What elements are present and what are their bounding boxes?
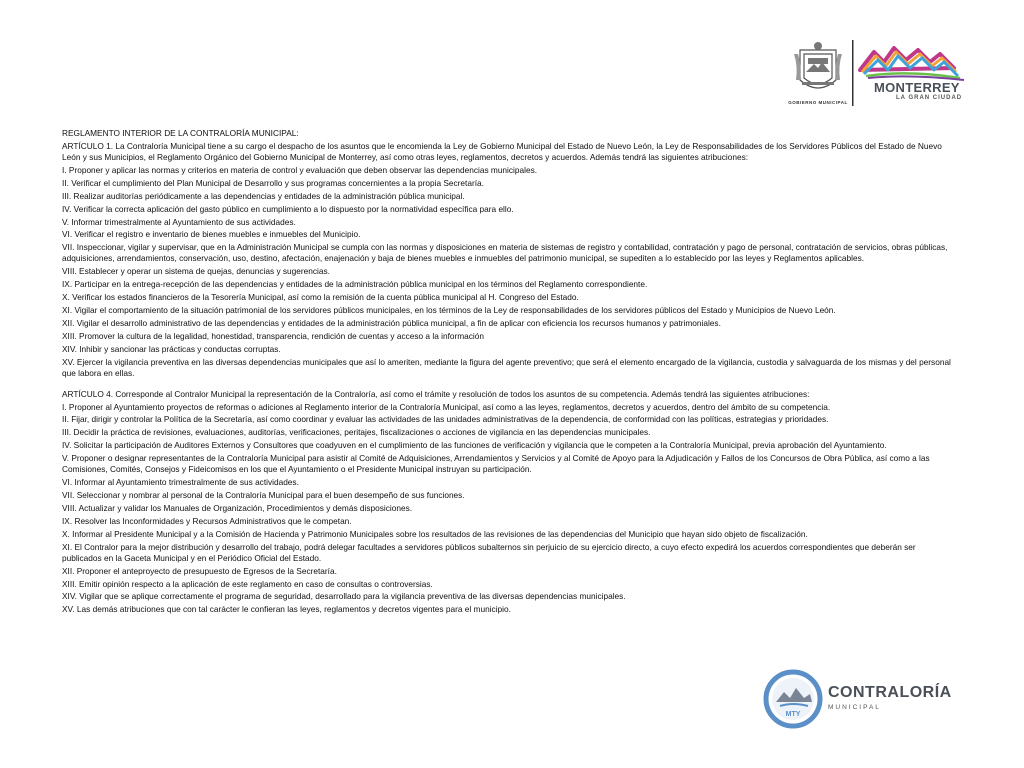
monterrey-brand-title: MONTERREY (874, 80, 960, 95)
article-4-item: XI. El Contralor para la mejor distribución y desarrollo del trabajo, podrá delegar facultades a servidores públicos subalternos sin perjuicio de su ejercicio directo, a cuyo efecto expedirá los acuerdos correspondientes que deberán ser publicados en la Gaceta Municipal y en el Periódico Oficial del Estado. (62, 541, 916, 563)
section-gap (62, 381, 952, 389)
article-4-item: V. Proponer o designar representantes de la Contraloría Municipal para asistir al Comité de Adquisiciones, Arrendamientos y Servicios y al Comité de Apoyo para la Adjudicación y Fallos de los Concursos de Obra Pública, así como a las Comisiones, Comités, Consejos y Fideicomisos en los que el Ayuntamiento o el Presidente Municipal instruyan su participación. (62, 453, 930, 475)
document-title: REGLAMENTO INTERIOR DE LA CONTRALORÍA MUNICIPAL: (62, 128, 299, 138)
article-1-item: III. Realizar auditorías periódicamente a las dependencias y entidades de la administración pública municipal. (62, 190, 465, 201)
article-1-item: X. Verificar los estados financieros de la Tesorería Municipal, así como la remisión de la cuenta pública municipal al H. Congreso del Estado. (62, 292, 579, 303)
article-1-item: VII. Inspeccionar, vigilar y supervisar, que en la Administración Municipal se cumpla con las normas y disposiciones en materia de sistemas de registro y contabilidad, contratación y pago de personal, contratación de servicios, obras públicas, adquisiciones, arrendamientos, conservación, uso, destino, afectación, enajenación y baja de bienes muebles e inmuebles del patrimonio municipal, se supediten a lo establecido por las leyes y Reglamentos aplicables. (62, 242, 948, 264)
header-logos (788, 36, 988, 110)
article-1-item: XIV. Inhibir y sancionar las prácticas y conductas corruptas. (62, 343, 281, 354)
article-4-item: IX. Resolver las Inconformidades y Recursos Administrativos que le competan. (62, 515, 352, 526)
article-4-item: III. Decidir la práctica de revisiones, evaluaciones, auditorías, verificaciones, peritajes, fiscalizaciones o acciones de vigilancia en las dependencias municipales. (62, 427, 651, 438)
article-1-item: IV. Verificar la correcta aplicación del gasto público en cumplimiento a lo dispuesto por la normatividad específica para ello. (62, 203, 514, 214)
article-1-item: V. Informar trimestralmente al Ayuntamiento de sus actividades. (62, 216, 296, 227)
article-4-item: XIV. Vigilar que se aplique correctamente el programa de seguridad, desarrollado para la vigilancia preventiva de las diversas dependencias municipales. (62, 591, 626, 602)
article-1-item: XIII. Promover la cultura de la legalidad, honestidad, transparencia, rendición de cuentas y acceso a la información (62, 330, 484, 341)
article-1-item: XV. Ejercer la vigilancia preventiva en las diversas dependencias municipales que así lo ameriten, mediante la figura del agente preventivo; que será el elemento encargado de la vigilancia, custodia y salvaguarda de los mismas y del personal que labora en ellas. (62, 356, 951, 378)
badge-text: MTY (785, 711, 801, 718)
article-4-item: VIII. Actualizar y validar los Manuales de Organización, Procedimientos y demás disposiciones. (62, 502, 413, 513)
article-4-item: IV. Solicitar la participación de Auditores Externos y Consultores que coadyuven en el cumplimiento de las funciones de verificación y vigilancia que le competen a la Contraloría Municipal, previa aprobación del Ayuntamiento. (62, 440, 887, 451)
article-1-item: VIII. Establecer y operar un sistema de quejas, denuncias y sugerencias. (62, 266, 330, 277)
article-1-item: II. Verificar el cumplimiento del Plan Municipal de Desarrollo y sus programas concernientes a la propia Secretaría. (62, 177, 484, 188)
monterrey-mountains-icon (860, 48, 964, 80)
article-4-item: VII. Seleccionar y nombrar al personal de la Contraloría Municipal para el buen desempeño de sus funciones. (62, 490, 465, 500)
gobierno-municipal-label: GOBIERNO MUNICIPAL (788, 100, 848, 105)
article-4-intro: ARTÍCULO 4. Corresponde al Contralor Municipal la representación de la Contraloría, así como el trámite y resolución de todos los asuntos de su competencia. Además tendrá las siguientes atribuciones: (62, 388, 810, 399)
contraloria-brand-title: CONTRALORÍA (828, 684, 952, 701)
article-1-item: XII. Vigilar el desarrollo administrativo de las dependencias y entidades de la administración pública municipal, a fin de aplicar con eficiencia los recursos humanos y patrimoniales. (62, 317, 721, 328)
article-4-item: X. Informar al Presidente Municipal y a la Comisión de Hacienda y Patrimonio Municipales sobre los resultados de las revisiones de las dependencias del Municipio que hayan sido objeto de fiscalización. (62, 528, 808, 539)
article-4-item: VI. Informar al Ayuntamiento trimestralmente de sus actividades. (62, 477, 299, 488)
contraloria-badge-icon (762, 668, 826, 730)
article-4-item: II. Fijar, dirigir y controlar la Política de la Secretaría, así como coordinar y evaluar las actividades de las unidades administrativas de la dependencia, de conformidad con las políticas, estrategias y prioridades. (62, 414, 829, 425)
contraloria-brand-subtitle: MUNICIPAL (828, 704, 881, 711)
contraloria-logo (762, 668, 962, 730)
document-body (62, 128, 952, 617)
article-1-item: I. Proponer y aplicar las normas y criterios en materia de control y evaluación que deben observar las dependencias municipales. (62, 164, 538, 175)
article-1-item: IX. Participar en la entrega-recepción de las dependencias y entidades de la administración pública municipal en los términos del Reglamento correspondiente. (62, 279, 648, 290)
article-1-item: VI. Verificar el registro e inventario de bienes muebles e inmuebles del Municipio. (62, 229, 361, 240)
article-4-item: XII. Proponer el anteproyecto de presupuesto de Egresos de la Secretaría. (62, 565, 337, 576)
article-1-intro: ARTÍCULO 1. La Contraloría Municipal tiene a su cargo el despacho de los asuntos que le encomienda la Ley de Gobierno Municipal del Estado de Nuevo León, la Ley de Responsabilidades de los Servidores Públicos del Estado de Nuevo León y sus Municipios, el Reglamento Orgánico del Gobierno Municipal de Monterrey, así como otras leyes, reglamentos, decretos y acuerdos. Además tendrá las siguientes atribuciones: (62, 140, 942, 162)
article-4-item: XIII. Emitir opinión respecto a la aplicación de este reglamento en caso de consultas o controversias. (62, 578, 433, 589)
monterrey-brand-subtitle: LA GRAN CIUDAD (896, 95, 963, 101)
article-4-item: I. Proponer al Ayuntamiento proyectos de reformas o adiciones al Reglamento interior de la Contraloría Municipal, así como a las leyes, reglamentos, decretos y acuerdos, dentro del ámbito de su competencia. (62, 401, 831, 412)
article-1-item: XI. Vigilar el comportamiento de la situación patrimonial de los servidores públicos municipales, en los términos de la Ley de responsabilidades de los servidores públicos del Estado y Municipios de Nuevo León. (62, 305, 836, 315)
article-4-item: XV. Las demás atribuciones que con tal carácter le confieran las leyes, reglamentos y decretos vigentes para el municipio. (62, 604, 511, 615)
